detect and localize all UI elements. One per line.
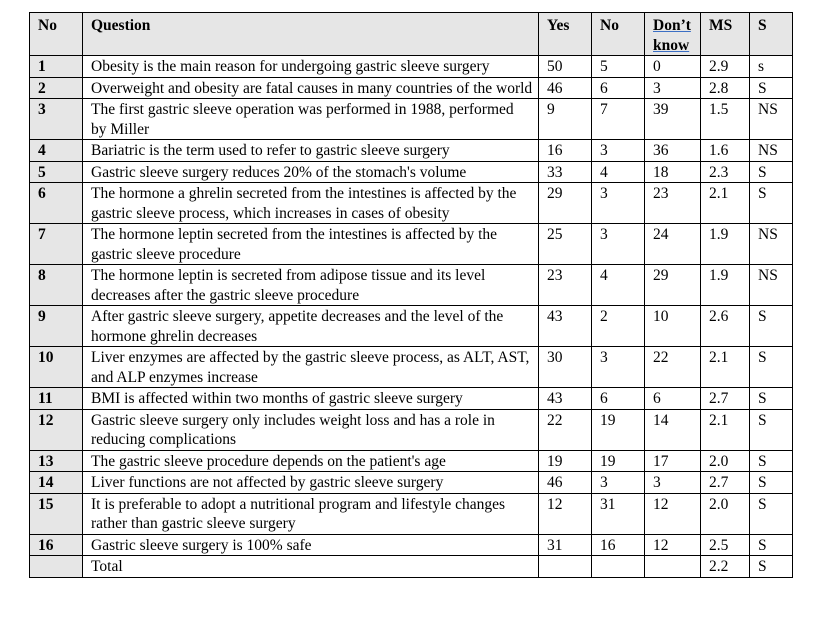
question-cell: Liver functions are not affected by gastric sleeve surgery [83, 472, 539, 494]
question-cell: The hormone leptin secreted from the intestines is affected by the gastric sleeve procedure [83, 224, 539, 265]
table-row [30, 56, 793, 78]
no-count: 2 [592, 306, 645, 347]
yes-count: 30 [539, 347, 592, 388]
mean-score: 2.1 [701, 409, 750, 450]
row-number: 9 [30, 306, 83, 347]
significance: S [750, 493, 793, 534]
dont-know-count: 17 [645, 450, 701, 472]
no-count: 4 [592, 265, 645, 306]
dont-know-count: 18 [645, 161, 701, 183]
no-count: 19 [592, 450, 645, 472]
yes-count: 33 [539, 161, 592, 183]
dont-know-count: 0 [645, 56, 701, 78]
table-row [30, 140, 793, 162]
mean-score: 2.7 [701, 388, 750, 410]
table-row-total [30, 556, 793, 578]
dont-know-count: 24 [645, 224, 701, 265]
row-number: 1 [30, 56, 83, 78]
mean-score: 2.1 [701, 183, 750, 224]
no-count: 3 [592, 183, 645, 224]
header-dont-know-label: Don’t know [653, 17, 691, 54]
row-number: 6 [30, 183, 83, 224]
table-row [30, 306, 793, 347]
no-count: 6 [592, 388, 645, 410]
significance: NS [750, 99, 793, 140]
mean-score: 2.3 [701, 161, 750, 183]
significance: NS [750, 265, 793, 306]
mean-score: 2.1 [701, 347, 750, 388]
no-count: 5 [592, 56, 645, 78]
header-no: No [30, 13, 83, 56]
row-number: 14 [30, 472, 83, 494]
question-cell: The hormone a ghrelin secreted from the intestines is affected by the gastric sleeve process, which increases in cases of obesity [83, 183, 539, 224]
table-row [30, 534, 793, 556]
table-row [30, 347, 793, 388]
significance: NS [750, 224, 793, 265]
row-number: 13 [30, 450, 83, 472]
table-row [30, 183, 793, 224]
question-cell: Gastric sleeve surgery is 100% safe [83, 534, 539, 556]
row-number: 5 [30, 161, 83, 183]
header-s: S [750, 13, 793, 56]
question-cell: Gastric sleeve surgery reduces 20% of the stomach's volume [83, 161, 539, 183]
yes-count: 50 [539, 56, 592, 78]
total-ms: 2.2 [701, 556, 750, 578]
total-no-answer-cell [592, 556, 645, 578]
mean-score: 1.5 [701, 99, 750, 140]
row-number: 4 [30, 140, 83, 162]
total-label: Total [83, 556, 539, 578]
total-s: S [750, 556, 793, 578]
table-row [30, 99, 793, 140]
row-number: 7 [30, 224, 83, 265]
no-count: 6 [592, 77, 645, 99]
mean-score: 2.0 [701, 493, 750, 534]
dont-know-count: 39 [645, 99, 701, 140]
question-cell: The hormone leptin is secreted from adipose tissue and its level decreases after the gastric sleeve procedure [83, 265, 539, 306]
total-yes-cell [539, 556, 592, 578]
significance: S [750, 77, 793, 99]
table-row [30, 472, 793, 494]
significance: S [750, 161, 793, 183]
table-row [30, 388, 793, 410]
dont-know-count: 22 [645, 347, 701, 388]
mean-score: 1.9 [701, 265, 750, 306]
question-cell: Obesity is the main reason for undergoing gastric sleeve surgery [83, 56, 539, 78]
mean-score: 1.9 [701, 224, 750, 265]
mean-score: 2.5 [701, 534, 750, 556]
question-cell: It is preferable to adopt a nutritional program and lifestyle changes rather than gastric sleeve surgery [83, 493, 539, 534]
significance: S [750, 388, 793, 410]
row-number: 10 [30, 347, 83, 388]
question-cell: Bariatric is the term used to refer to gastric sleeve surgery [83, 140, 539, 162]
table-row [30, 224, 793, 265]
significance: S [750, 450, 793, 472]
table-row [30, 77, 793, 99]
survey-table [29, 12, 793, 578]
yes-count: 23 [539, 265, 592, 306]
yes-count: 46 [539, 472, 592, 494]
dont-know-count: 6 [645, 388, 701, 410]
mean-score: 2.7 [701, 472, 750, 494]
significance: S [750, 347, 793, 388]
row-number: 12 [30, 409, 83, 450]
dont-know-count: 29 [645, 265, 701, 306]
row-number: 3 [30, 99, 83, 140]
question-cell: Gastric sleeve surgery only includes weight loss and has a role in reducing complications [83, 409, 539, 450]
question-cell: Overweight and obesity are fatal causes in many countries of the world [83, 77, 539, 99]
significance: S [750, 183, 793, 224]
yes-count: 12 [539, 493, 592, 534]
yes-count: 25 [539, 224, 592, 265]
total-dont-know-cell [645, 556, 701, 578]
dont-know-count: 12 [645, 493, 701, 534]
table-row [30, 409, 793, 450]
row-number: 11 [30, 388, 83, 410]
mean-score: 2.6 [701, 306, 750, 347]
row-number: 15 [30, 493, 83, 534]
significance: S [750, 472, 793, 494]
significance: S [750, 306, 793, 347]
row-number: 16 [30, 534, 83, 556]
dont-know-count: 3 [645, 472, 701, 494]
header-row [30, 13, 793, 56]
question-cell: BMI is affected within two months of gastric sleeve surgery [83, 388, 539, 410]
yes-count: 22 [539, 409, 592, 450]
yes-count: 29 [539, 183, 592, 224]
question-cell: After gastric sleeve surgery, appetite decreases and the level of the hormone ghrelin decreases [83, 306, 539, 347]
no-count: 3 [592, 224, 645, 265]
header-no-answer: No [592, 13, 645, 56]
no-count: 3 [592, 472, 645, 494]
total-no-cell [30, 556, 83, 578]
yes-count: 43 [539, 388, 592, 410]
significance: s [750, 56, 793, 78]
yes-count: 31 [539, 534, 592, 556]
table-row [30, 161, 793, 183]
dont-know-count: 10 [645, 306, 701, 347]
yes-count: 9 [539, 99, 592, 140]
table-row [30, 265, 793, 306]
mean-score: 2.8 [701, 77, 750, 99]
significance: S [750, 534, 793, 556]
no-count: 4 [592, 161, 645, 183]
yes-count: 16 [539, 140, 592, 162]
dont-know-count: 14 [645, 409, 701, 450]
yes-count: 43 [539, 306, 592, 347]
header-question: Question [83, 13, 539, 56]
yes-count: 46 [539, 77, 592, 99]
significance: NS [750, 140, 793, 162]
mean-score: 1.6 [701, 140, 750, 162]
no-count: 19 [592, 409, 645, 450]
question-cell: Liver enzymes are affected by the gastric sleeve process, as ALT, AST, and ALP enzymes increase [83, 347, 539, 388]
dont-know-count: 12 [645, 534, 701, 556]
table-body [30, 56, 793, 578]
no-count: 3 [592, 140, 645, 162]
row-number: 8 [30, 265, 83, 306]
yes-count: 19 [539, 450, 592, 472]
header-yes: Yes [539, 13, 592, 56]
mean-score: 2.9 [701, 56, 750, 78]
row-number: 2 [30, 77, 83, 99]
no-count: 31 [592, 493, 645, 534]
header-ms: MS [701, 13, 750, 56]
dont-know-count: 36 [645, 140, 701, 162]
mean-score: 2.0 [701, 450, 750, 472]
question-cell: The gastric sleeve procedure depends on the patient's age [83, 450, 539, 472]
significance: S [750, 409, 793, 450]
no-count: 3 [592, 347, 645, 388]
dont-know-count: 23 [645, 183, 701, 224]
header-dont-know [645, 13, 701, 56]
question-cell: The first gastric sleeve operation was performed in 1988, performed by Miller [83, 99, 539, 140]
dont-know-count: 3 [645, 77, 701, 99]
no-count: 16 [592, 534, 645, 556]
no-count: 7 [592, 99, 645, 140]
table-row [30, 493, 793, 534]
table-row [30, 450, 793, 472]
